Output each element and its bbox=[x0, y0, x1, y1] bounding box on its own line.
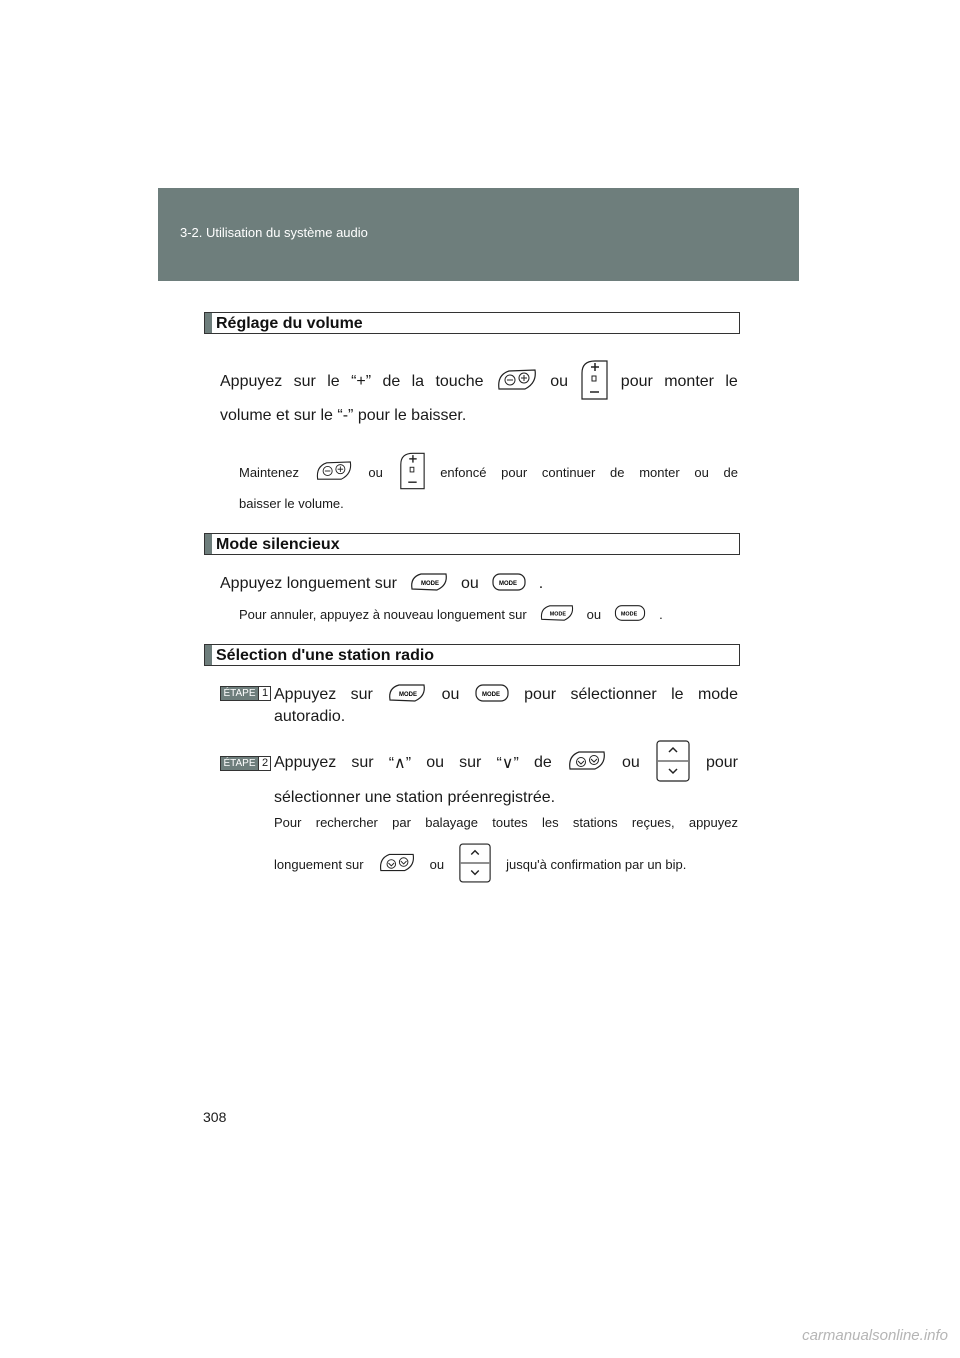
seek-rocker-icon bbox=[378, 851, 416, 878]
svg-text:MODE: MODE bbox=[421, 580, 439, 587]
volume-line2: volume et sur le “-” pour le baisser. bbox=[220, 407, 467, 424]
svg-text:MODE: MODE bbox=[549, 611, 566, 618]
section-title: Sélection d'une station radio bbox=[216, 647, 435, 664]
section-station-heading bbox=[204, 644, 740, 666]
section-title: Mode silencieux bbox=[216, 536, 340, 553]
volume-line1: Appuyez sur le “+” de la touche ou pour monter le bbox=[220, 362, 738, 402]
volume-switch-icon bbox=[398, 451, 426, 494]
step2-line2: sélectionner une station préenregistrée. bbox=[274, 789, 556, 806]
mode-button-icon bbox=[387, 682, 427, 709]
section-mute-heading bbox=[204, 533, 740, 555]
svg-text:MODE: MODE bbox=[498, 580, 517, 587]
chapter-title: 3-2. Utilisation du système audio bbox=[180, 225, 368, 240]
chapter-header bbox=[158, 188, 799, 281]
volume-note-line1: Maintenez ou enfoncé pour continuer de monter ou de bbox=[239, 452, 738, 492]
step2-note-line2: longuement sur ou jusqu'à confirmation par un bip. bbox=[274, 842, 686, 886]
page-number: 308 bbox=[203, 1109, 227, 1125]
step-badge-1: ÉTAPE 1 bbox=[220, 686, 271, 701]
mode-button-icon bbox=[409, 571, 449, 598]
mode-button-icon bbox=[491, 571, 527, 598]
watermark: carmanualsonline.info bbox=[802, 1327, 948, 1344]
svg-text:MODE: MODE bbox=[621, 611, 638, 618]
up-down-switch-icon bbox=[655, 740, 691, 787]
step1-line2: autoradio. bbox=[274, 708, 346, 725]
section-volume-heading bbox=[204, 312, 740, 334]
step2-note-line1: Pour rechercher par balayage toutes les stations reçues, appuyez bbox=[274, 815, 738, 830]
volume-rocker-icon bbox=[314, 459, 354, 486]
mode-button-icon bbox=[539, 603, 575, 626]
seek-rocker-icon bbox=[567, 749, 607, 778]
mute-note: Pour annuler, appuyez à nouveau longuement sur MODE ou MODE . bbox=[239, 602, 663, 626]
svg-text:MODE: MODE bbox=[481, 691, 500, 698]
mute-line1: Appuyez longuement sur MODE ou MODE . bbox=[220, 570, 543, 598]
step1-line1: Appuyez sur MODE ou MODE pour sélectionner le mode bbox=[274, 682, 738, 708]
svg-text:MODE: MODE bbox=[399, 691, 418, 698]
volume-note-line2: baisser le volume. bbox=[239, 496, 344, 511]
mode-button-icon bbox=[613, 603, 647, 626]
up-down-switch-icon bbox=[458, 842, 492, 887]
step2-line1: Appuyez sur “∧” ou sur “∨” de ou pour bbox=[274, 742, 738, 784]
section-title: Réglage du volume bbox=[216, 315, 363, 332]
step-badge-2: ÉTAPE 2 bbox=[220, 756, 271, 771]
volume-switch-icon bbox=[579, 359, 609, 406]
volume-rocker-icon bbox=[495, 367, 539, 398]
mode-button-icon bbox=[474, 682, 510, 709]
